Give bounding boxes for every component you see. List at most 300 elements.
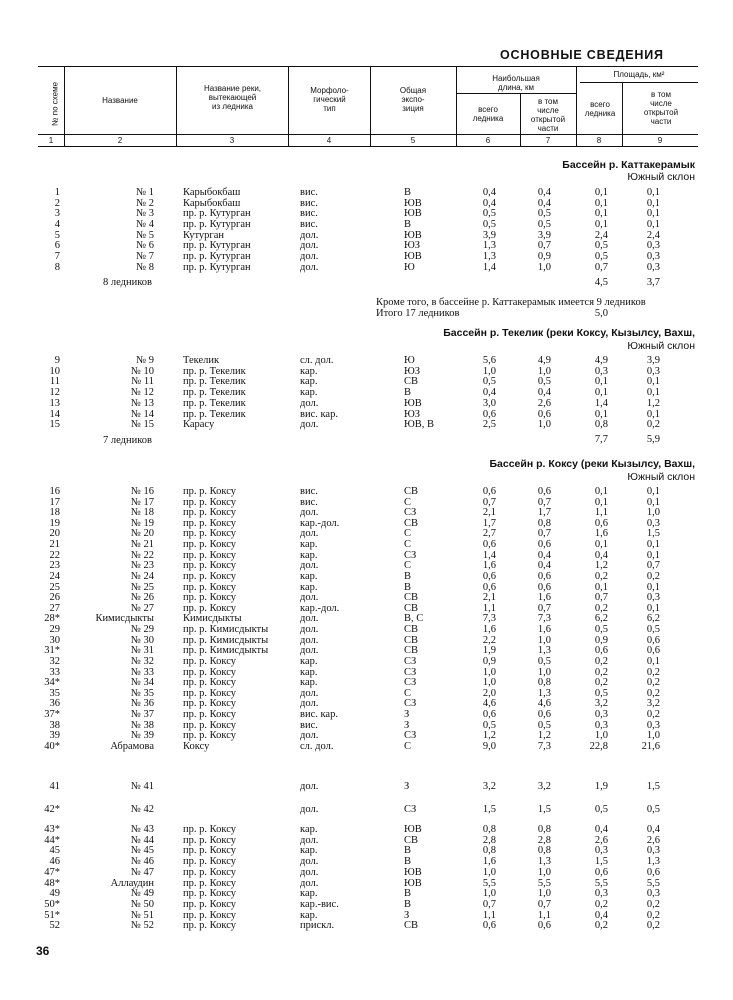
length-open: 2,8: [537, 834, 551, 846]
area-open: 0,1: [646, 549, 660, 561]
glacier-number: 50*: [44, 898, 60, 910]
total-label: 8 ледников: [103, 277, 152, 288]
table-row: [0, 367, 733, 377]
length-total: 1,6: [482, 624, 496, 636]
area-open: 0,1: [646, 187, 660, 198]
length-open: 0,7: [537, 240, 551, 252]
length-total: 1,7: [482, 517, 496, 529]
river-name: пр. р. Кимисдыкты: [183, 645, 269, 657]
area-total: 1,1: [594, 507, 608, 519]
area-open: 0,1: [646, 602, 660, 614]
area-total: 3,2: [594, 698, 608, 710]
column-number: 3: [229, 136, 235, 145]
table-row: [0, 356, 733, 366]
area-total: 0,5: [594, 624, 608, 636]
area-open: 0,5: [646, 804, 660, 815]
exposure: С: [404, 560, 412, 572]
area-total: 0,1: [594, 581, 608, 593]
length-open: 0,5: [537, 719, 551, 731]
glacier-name: № 24: [130, 570, 154, 582]
glacier-number: 44*: [44, 834, 60, 846]
glacier-number: 48*: [44, 877, 60, 889]
table-row: [0, 540, 733, 550]
length-total: 2,1: [482, 507, 496, 519]
area-total: 0,3: [594, 365, 608, 377]
area-open: 0,1: [646, 387, 660, 399]
morph-type: вис.: [300, 719, 318, 731]
table-row: [0, 721, 733, 731]
length-total: 4,6: [482, 698, 496, 710]
exposure: ЮВ: [404, 866, 422, 878]
length-open: 0,6: [537, 709, 551, 721]
table-row: [0, 689, 733, 699]
length-total: 0,7: [482, 898, 496, 910]
river-name: пр. р. Коксу: [183, 909, 236, 921]
length-total: 3,0: [482, 397, 496, 409]
glacier-name: № 31: [130, 645, 154, 657]
exposure: СЗ: [404, 730, 417, 742]
table-row: [0, 593, 733, 603]
table-row: [0, 529, 733, 539]
header-name: Название: [102, 96, 138, 105]
glacier-name: Абрамова: [110, 740, 154, 752]
exposure: В, С: [404, 613, 424, 625]
area-total: 0,1: [594, 408, 608, 420]
area-open: 0,1: [646, 197, 660, 209]
table-row: [0, 188, 733, 198]
basin-title: Бассейн р. Коксу (реки Кызылсу, Вахш,: [489, 458, 695, 470]
river-name: пр. р. Кутурган: [183, 250, 251, 262]
length-open: 0,8: [537, 517, 551, 529]
column-number: 4: [326, 136, 332, 145]
morph-type: дол.: [300, 634, 319, 646]
glacier-number: 28*: [44, 613, 60, 625]
note-total-label: Итого 17 ледников: [376, 308, 460, 319]
length-total: 7,3: [482, 613, 496, 625]
table-row: [0, 742, 733, 752]
glacier-number: 42*: [44, 804, 60, 815]
area-total: 0,1: [594, 197, 608, 209]
glacier-name: № 51: [130, 909, 154, 921]
length-total: 1,0: [482, 677, 496, 689]
area-total: 0,4: [594, 824, 608, 835]
area-open: 3,9: [646, 355, 660, 366]
table-row: [0, 508, 733, 518]
length-total: 9,0: [482, 740, 496, 752]
area-total: 0,1: [594, 539, 608, 551]
length-total: 1,9: [482, 645, 496, 657]
header-length-total: всего ледника: [472, 105, 504, 123]
glacier-name: № 21: [130, 539, 154, 551]
area-total: 6,2: [594, 613, 608, 625]
area-open: 1,0: [646, 730, 660, 742]
river-name: Кутурган: [183, 229, 225, 241]
morph-type: дол.: [300, 240, 319, 252]
river-name: пр. р. Коксу: [183, 877, 236, 889]
length-open: 3,2: [537, 781, 551, 792]
length-open: 0,5: [537, 655, 551, 667]
glacier-name: № 33: [130, 666, 154, 678]
glacier-number: 32: [49, 655, 60, 667]
area-total: 0,1: [594, 496, 608, 508]
morph-type: кар.: [300, 655, 318, 667]
length-open: 1,6: [537, 592, 551, 604]
area-open: 0,6: [646, 645, 660, 657]
table-row: [0, 636, 733, 646]
length-total: 0,8: [482, 845, 496, 857]
river-name: пр. р. Коксу: [183, 898, 236, 910]
glacier-number: 12: [49, 387, 60, 399]
morph-type: дол.: [300, 507, 319, 519]
length-total: 0,7: [482, 496, 496, 508]
morph-type: дол.: [300, 261, 319, 273]
exposure: В: [404, 856, 412, 868]
exposure: ЮЗ: [404, 240, 421, 252]
exposure: Ю: [404, 355, 415, 366]
glacier-name: № 14: [130, 408, 154, 420]
area-total: 0,3: [594, 888, 608, 900]
morph-type: кар.: [300, 824, 318, 835]
area-total: 0,2: [594, 666, 608, 678]
glacier-number: 34*: [44, 677, 60, 689]
table-row: [0, 710, 733, 720]
note-total-value: 5,0: [594, 308, 608, 319]
table-row: [0, 241, 733, 251]
morph-type: дол.: [300, 250, 319, 262]
exposure: СВ: [404, 592, 419, 604]
exposure: ЮВ: [404, 229, 422, 241]
length-total: 1,4: [482, 261, 496, 273]
table-row: [0, 388, 733, 398]
header-top-rule: [38, 66, 698, 67]
river-name: пр. р. Коксу: [183, 549, 236, 561]
area-open: 0,5: [646, 624, 660, 636]
area-total: 0,2: [594, 898, 608, 910]
exposure: В: [404, 218, 412, 230]
glacier-name: № 46: [130, 856, 154, 868]
glacier-name: № 17: [130, 496, 154, 508]
table-row: [0, 921, 733, 931]
column-number: 2: [117, 136, 123, 145]
total-label: 7 ледников: [103, 435, 152, 446]
glacier-name: № 39: [130, 730, 154, 742]
morph-type: сл. дол.: [300, 740, 334, 752]
glacier-number: 18: [49, 507, 60, 519]
morph-type: вис. кар.: [300, 408, 338, 420]
length-open: 0,7: [537, 528, 551, 540]
area-total: 0,1: [594, 187, 608, 198]
exposure: СВ: [404, 624, 419, 636]
glacier-number: 47*: [44, 866, 60, 878]
length-total: 0,9: [482, 655, 496, 667]
river-name: пр. р. Коксу: [183, 888, 236, 900]
exposure: ЮЗ: [404, 408, 421, 420]
morph-type: вис.: [300, 486, 318, 497]
area-total: 0,2: [594, 655, 608, 667]
glacier-number: 15: [49, 419, 60, 431]
area-open: 0,2: [646, 666, 660, 678]
area-total: 0,8: [594, 419, 608, 431]
area-total: 0,3: [594, 719, 608, 731]
glacier-number: 52: [49, 920, 60, 932]
river-name: пр. р. Кимисдыкты: [183, 624, 269, 636]
river-name: Карыбокбаш: [183, 197, 241, 209]
river-name: пр. р. Коксу: [183, 486, 236, 497]
river-name: Кимисдыкты: [183, 613, 242, 625]
river-name: пр. р. Коксу: [183, 592, 236, 604]
area-total: 0,1: [594, 387, 608, 399]
length-total: 0,4: [482, 187, 496, 198]
glacier-name: № 37: [130, 709, 154, 721]
table-row: [0, 209, 733, 219]
river-name: пр. р. Коксу: [183, 666, 236, 678]
area-total: 0,7: [594, 592, 608, 604]
area-total: 0,4: [594, 909, 608, 921]
area-open: 0,3: [646, 261, 660, 273]
length-open: 1,3: [537, 687, 551, 699]
area-total: 1,2: [594, 560, 608, 572]
area-total: 1,0: [594, 730, 608, 742]
glacier-number: 8: [54, 261, 60, 273]
col-divider: [176, 66, 177, 146]
area-total: 0,1: [594, 208, 608, 220]
area-open: 0,6: [646, 634, 660, 646]
length-open: 0,8: [537, 824, 551, 835]
exposure: СВ: [404, 634, 419, 646]
morph-type: дол.: [300, 560, 319, 572]
length-open: 0,6: [537, 486, 551, 497]
exposure: СЗ: [404, 549, 417, 561]
river-name: Карасу: [183, 419, 215, 431]
morph-type: дол.: [300, 687, 319, 699]
area-total: 0,6: [594, 645, 608, 657]
area-open: 1,3: [646, 856, 660, 868]
glacier-name: № 34: [130, 677, 154, 689]
morph-type: кар.: [300, 570, 318, 582]
river-name: пр. р. Коксу: [183, 856, 236, 868]
area-open: 0,1: [646, 408, 660, 420]
exposure: ЮЗ: [404, 365, 421, 377]
glacier-number: 36: [49, 698, 60, 710]
length-total: 0,6: [482, 408, 496, 420]
glacier-name: № 50: [130, 898, 154, 910]
length-total: 1,6: [482, 856, 496, 868]
area-total: 0,2: [594, 920, 608, 932]
length-total: 3,2: [482, 781, 496, 792]
area-total: 1,5: [594, 856, 608, 868]
table-row: [0, 646, 733, 656]
length-total: 0,5: [482, 218, 496, 230]
table-row: [0, 731, 733, 741]
length-open: 7,3: [537, 613, 551, 625]
table-row: [0, 657, 733, 667]
length-open: 0,8: [537, 845, 551, 857]
area-open: 0,3: [646, 250, 660, 262]
exposure: СВ: [404, 486, 419, 497]
river-name: пр. р. Коксу: [183, 698, 236, 710]
length-open: 1,3: [537, 645, 551, 657]
exposure: В: [404, 888, 412, 900]
glacier-number: 14: [49, 408, 60, 420]
column-number: 6: [485, 136, 491, 145]
glacier-name: № 49: [130, 888, 154, 900]
morph-type: дол.: [300, 781, 319, 792]
length-open: 0,4: [537, 197, 551, 209]
morph-type: кар.: [300, 888, 318, 900]
area-total: 4,9: [594, 355, 608, 366]
glacier-number: 5: [54, 229, 60, 241]
morph-type: кар.: [300, 909, 318, 921]
glacier-number: 9: [54, 355, 60, 366]
exposure: СВ: [404, 517, 419, 529]
exposure: З: [404, 719, 410, 731]
exposure: Ю: [404, 261, 415, 273]
length-open: 1,3: [537, 856, 551, 868]
exposure: С: [404, 687, 412, 699]
glacier-name: № 45: [130, 845, 154, 857]
river-name: пр. р. Коксу: [183, 730, 236, 742]
header-exposure: Общая экспо- зиция: [399, 86, 427, 113]
column-number: 5: [410, 136, 416, 145]
basin-title: Бассейн р. Текелик (реки Коксу, Кызылсу, Вахш,: [443, 327, 695, 339]
area-open: 0,3: [646, 240, 660, 252]
glacier-name: № 16: [130, 486, 154, 497]
river-name: пр. р. Коксу: [183, 719, 236, 731]
exposure: С: [404, 740, 412, 752]
table-row: [0, 604, 733, 614]
area-total: 2,4: [594, 229, 608, 241]
area-open: 0,2: [646, 898, 660, 910]
area-open: 0,3: [646, 592, 660, 604]
area-open: 1,5: [646, 528, 660, 540]
length-open: 7,3: [537, 740, 551, 752]
river-name: пр. р. Коксу: [183, 655, 236, 667]
length-total: 0,6: [482, 539, 496, 551]
area-open: 1,2: [646, 397, 660, 409]
morph-type: вис.: [300, 218, 318, 230]
table-row: [0, 782, 733, 792]
morph-type: кар.: [300, 845, 318, 857]
length-open: 0,6: [537, 570, 551, 582]
header-length-open: в том числе открытой части: [530, 97, 566, 133]
length-open: 0,7: [537, 496, 551, 508]
exposure: СЗ: [404, 507, 417, 519]
glacier-name: № 15: [130, 419, 154, 431]
glacier-name: № 43: [130, 824, 154, 835]
exposure: ЮВ, В: [404, 419, 435, 431]
river-name: пр. р. Коксу: [183, 507, 236, 519]
glacier-number: 26: [49, 592, 60, 604]
morph-type: вис.: [300, 208, 318, 220]
river-name: пр. р. Коксу: [183, 496, 236, 508]
area-total: 0,2: [594, 602, 608, 614]
area-total: 1,4: [594, 397, 608, 409]
river-name: пр. р. Коксу: [183, 920, 236, 932]
morph-type: кар.: [300, 387, 318, 399]
exposure: В: [404, 387, 412, 399]
glacier-name: № 47: [130, 866, 154, 878]
note-text: Кроме того, в бассейне р. Каттакерамык имеется 9 ледников: [376, 297, 646, 308]
length-open: 1,0: [537, 365, 551, 377]
length-total: 0,5: [482, 208, 496, 220]
exposure: С: [404, 528, 412, 540]
river-name: пр. р. Кутурган: [183, 218, 251, 230]
exposure: СВ: [404, 645, 419, 657]
glacier-number: 6: [54, 240, 60, 252]
river-name: пр. р. Коксу: [183, 845, 236, 857]
length-open: 0,4: [537, 560, 551, 572]
glacier-name: № 38: [130, 719, 154, 731]
length-total: 1,1: [482, 909, 496, 921]
glacier-number: 43*: [44, 824, 60, 835]
exposure: СЗ: [404, 804, 417, 815]
glacier-name: № 35: [130, 687, 154, 699]
area-open: 0,1: [646, 581, 660, 593]
morph-type: вис. кар.: [300, 709, 338, 721]
glacier-name: Кимисдыкты: [95, 613, 154, 625]
column-number: 7: [545, 136, 551, 145]
length-open: 5,5: [537, 877, 551, 889]
table-row: [0, 857, 733, 867]
glacier-name: № 10: [130, 365, 154, 377]
length-open: 1,0: [537, 888, 551, 900]
glacier-number: 25: [49, 581, 60, 593]
glacier-name: № 4: [136, 218, 154, 230]
exposure: СВ: [404, 602, 419, 614]
area-total: 0,4: [594, 549, 608, 561]
length-total: 5,6: [482, 355, 496, 366]
slope-label: Южный склон: [627, 171, 695, 183]
table-row: [0, 252, 733, 262]
length-open: 0,7: [537, 602, 551, 614]
col-divider: [520, 93, 521, 146]
area-open: 0,4: [646, 824, 660, 835]
header-bottom-rule: [38, 134, 698, 135]
glacier-number: 41: [49, 781, 60, 792]
glacier-name: № 19: [130, 517, 154, 529]
river-name: пр. р. Текелик: [183, 397, 246, 409]
morph-type: дол.: [300, 528, 319, 540]
area-open: 2,4: [646, 229, 660, 241]
length-total: 1,0: [482, 666, 496, 678]
slope-label: Южный склон: [627, 340, 695, 352]
glacier-name: № 3: [136, 208, 154, 220]
length-total: 2,1: [482, 592, 496, 604]
length-open: 0,6: [537, 920, 551, 932]
glacier-number: 38: [49, 719, 60, 731]
glacier-number: 39: [49, 730, 60, 742]
length-open: 1,0: [537, 866, 551, 878]
glacier-number: 35: [49, 687, 60, 699]
area-total: 0,7: [594, 261, 608, 273]
length-open: 0,4: [537, 549, 551, 561]
glacier-number: 11: [49, 376, 60, 388]
column-number: 9: [657, 136, 663, 145]
glacier-name: № 30: [130, 634, 154, 646]
morph-type: дол.: [300, 866, 319, 878]
length-total: 1,5: [482, 804, 496, 815]
area-total: 2,6: [594, 834, 608, 846]
header-area-open: в том числе открытой части: [643, 90, 679, 126]
glacier-name: № 52: [130, 920, 154, 932]
length-total: 0,6: [482, 709, 496, 721]
glacier-name: № 8: [136, 261, 154, 273]
area-open: 0,3: [646, 888, 660, 900]
exposure: СВ: [404, 920, 419, 932]
river-name: пр. р. Коксу: [183, 528, 236, 540]
length-open: 0,6: [537, 408, 551, 420]
area-open: 0,2: [646, 570, 660, 582]
